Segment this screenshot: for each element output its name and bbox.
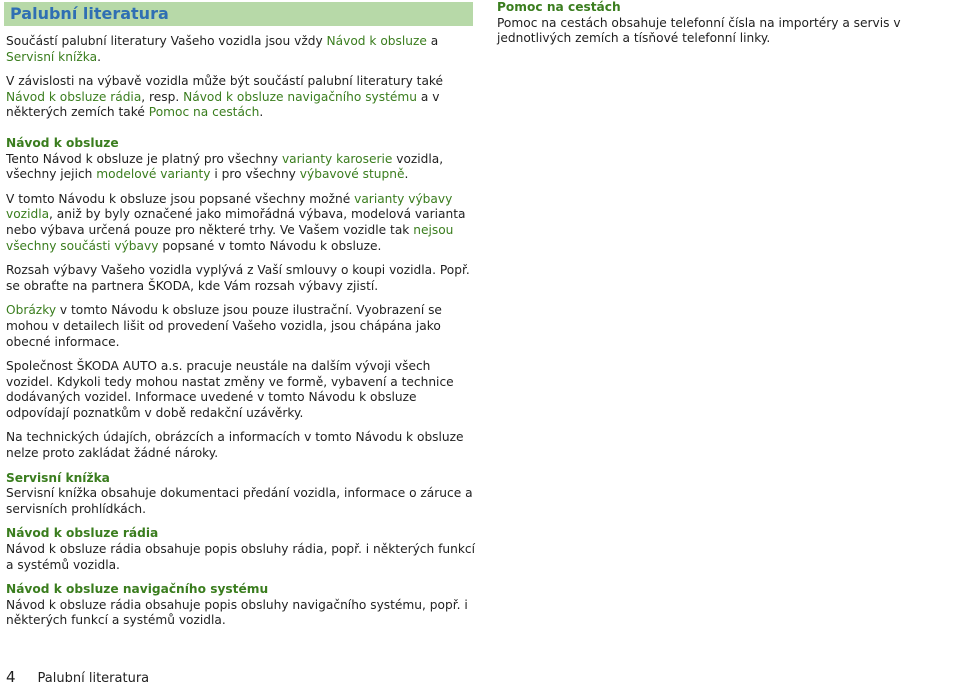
text-link: varianty karoserie bbox=[281, 151, 393, 166]
text: . bbox=[404, 167, 409, 182]
service-section bbox=[6, 471, 476, 518]
radio-text: Návod k obsluze rádia obsahuje popis obsluhy rádia, popř. i některých funkcí a systémů vozidla. bbox=[6, 542, 475, 572]
footer-section-title: Palubní literatura bbox=[37, 671, 150, 686]
navigation-text: Návod k obsluze rádia obsahuje popis obsluhy navigačního systému, popř. i některých funkcí a systémů vozidla. bbox=[6, 597, 468, 628]
text: . bbox=[97, 49, 101, 64]
text-link: Návod k obsluze rádia bbox=[6, 89, 142, 104]
section-header bbox=[4, 2, 473, 26]
text: V závislosti na výbavě vozidla může být součástí palubní literatury také bbox=[6, 74, 444, 89]
navigation-section bbox=[6, 582, 476, 629]
text: vozidla, všechny jejich bbox=[6, 151, 444, 182]
text-link: Návod k obsluze navigačního systému bbox=[183, 89, 417, 104]
text-link: Návod k obsluze bbox=[326, 34, 427, 48]
text-link: Obrázky bbox=[6, 303, 57, 318]
radio-heading: Návod k obsluze rádia bbox=[6, 526, 159, 541]
page-number: 4 bbox=[6, 668, 16, 686]
manual-paragraph-4 bbox=[6, 303, 476, 350]
navigation-heading: Návod k obsluze navigačního systému bbox=[6, 582, 269, 597]
page-footer bbox=[6, 668, 149, 688]
text: Součástí palubní literatury Vašeho vozidla jsou vždy bbox=[6, 34, 327, 48]
text: , resp. bbox=[141, 89, 184, 104]
page-title: Palubní literatura bbox=[10, 4, 169, 23]
radio-section bbox=[6, 526, 476, 573]
text: popsané v tomto Návodu k obsluze. bbox=[158, 238, 382, 253]
text: a v některých zemích také bbox=[6, 89, 440, 120]
main-column bbox=[6, 34, 476, 638]
manual-section bbox=[6, 136, 476, 183]
manual-paragraph-5: Společnost ŠKODA AUTO a.s. pracuje neustále na dalším vývoji všech vozidel. Kdykoli tedy mohou nastat změny ve formě, vybavení a technice dodávaných vozidel. Informace uvedené v tomto Návodu k obsluze odpovídají poznatkům v době redakční uzávěrky. bbox=[6, 359, 454, 420]
text: v tomto Návodu k obsluze jsou pouze ilustrační. Vyobrazení se mohou v detailech lišit od provedení Vašeho vozidla, jsou chápána jako obecné informace. bbox=[6, 303, 442, 349]
manual-paragraph-6: Na technických údajích, obrázcích a informacích v tomto Návodu k obsluze nelze proto zakládat žádné nároky. bbox=[6, 430, 464, 461]
text: a bbox=[426, 34, 439, 48]
text: . bbox=[259, 105, 264, 120]
text: Tento Návod k obsluze je platný pro všechny bbox=[6, 151, 282, 166]
text-link: nejsou všechny součásti výbavy bbox=[6, 222, 454, 253]
service-heading: Servisní knížka bbox=[6, 470, 110, 485]
roadside-text: Pomoc na cestách obsahuje telefonní čísla na importéry a servis v jednotlivých zemích a tísňové telefonní linky. bbox=[497, 15, 901, 46]
text: , aniž by byly označené jako mimořádná výbava, modelová varianta nebo výbava určená pouze pro některé trhy. Ve Vašem vozidle tak bbox=[6, 207, 466, 237]
manual-paragraph-3: Rozsah výbavy Vašeho vozidla vyplývá z Vaší smlouvy o koupi vozidla. Popř. se obraťte na partnera ŠKODA, kde Vám rozsah výbavy zjistí. bbox=[6, 263, 470, 293]
text: i pro všechny bbox=[210, 167, 300, 182]
text-link: modelové varianty bbox=[96, 167, 211, 182]
roadside-heading: Pomoc na cestách bbox=[497, 0, 621, 14]
text-link: varianty výbavy vozidla bbox=[6, 191, 453, 222]
text: V tomto Návodu k obsluze jsou popsané všechny možné bbox=[6, 191, 355, 206]
service-text: Servisní knížka obsahuje dokumentaci předání vozidla, informace o záruce a servisních prohlídkách. bbox=[6, 486, 473, 516]
text-link: výbavové stupně bbox=[299, 167, 405, 182]
side-column bbox=[497, 0, 957, 47]
manual-paragraph-2 bbox=[6, 192, 476, 254]
text-link: Servisní knížka bbox=[6, 49, 98, 64]
text-link: Pomoc na cestách bbox=[148, 105, 260, 120]
intro-paragraph-1 bbox=[6, 34, 476, 65]
manual-heading: Návod k obsluze bbox=[6, 135, 119, 150]
intro-paragraph-2 bbox=[6, 74, 476, 121]
